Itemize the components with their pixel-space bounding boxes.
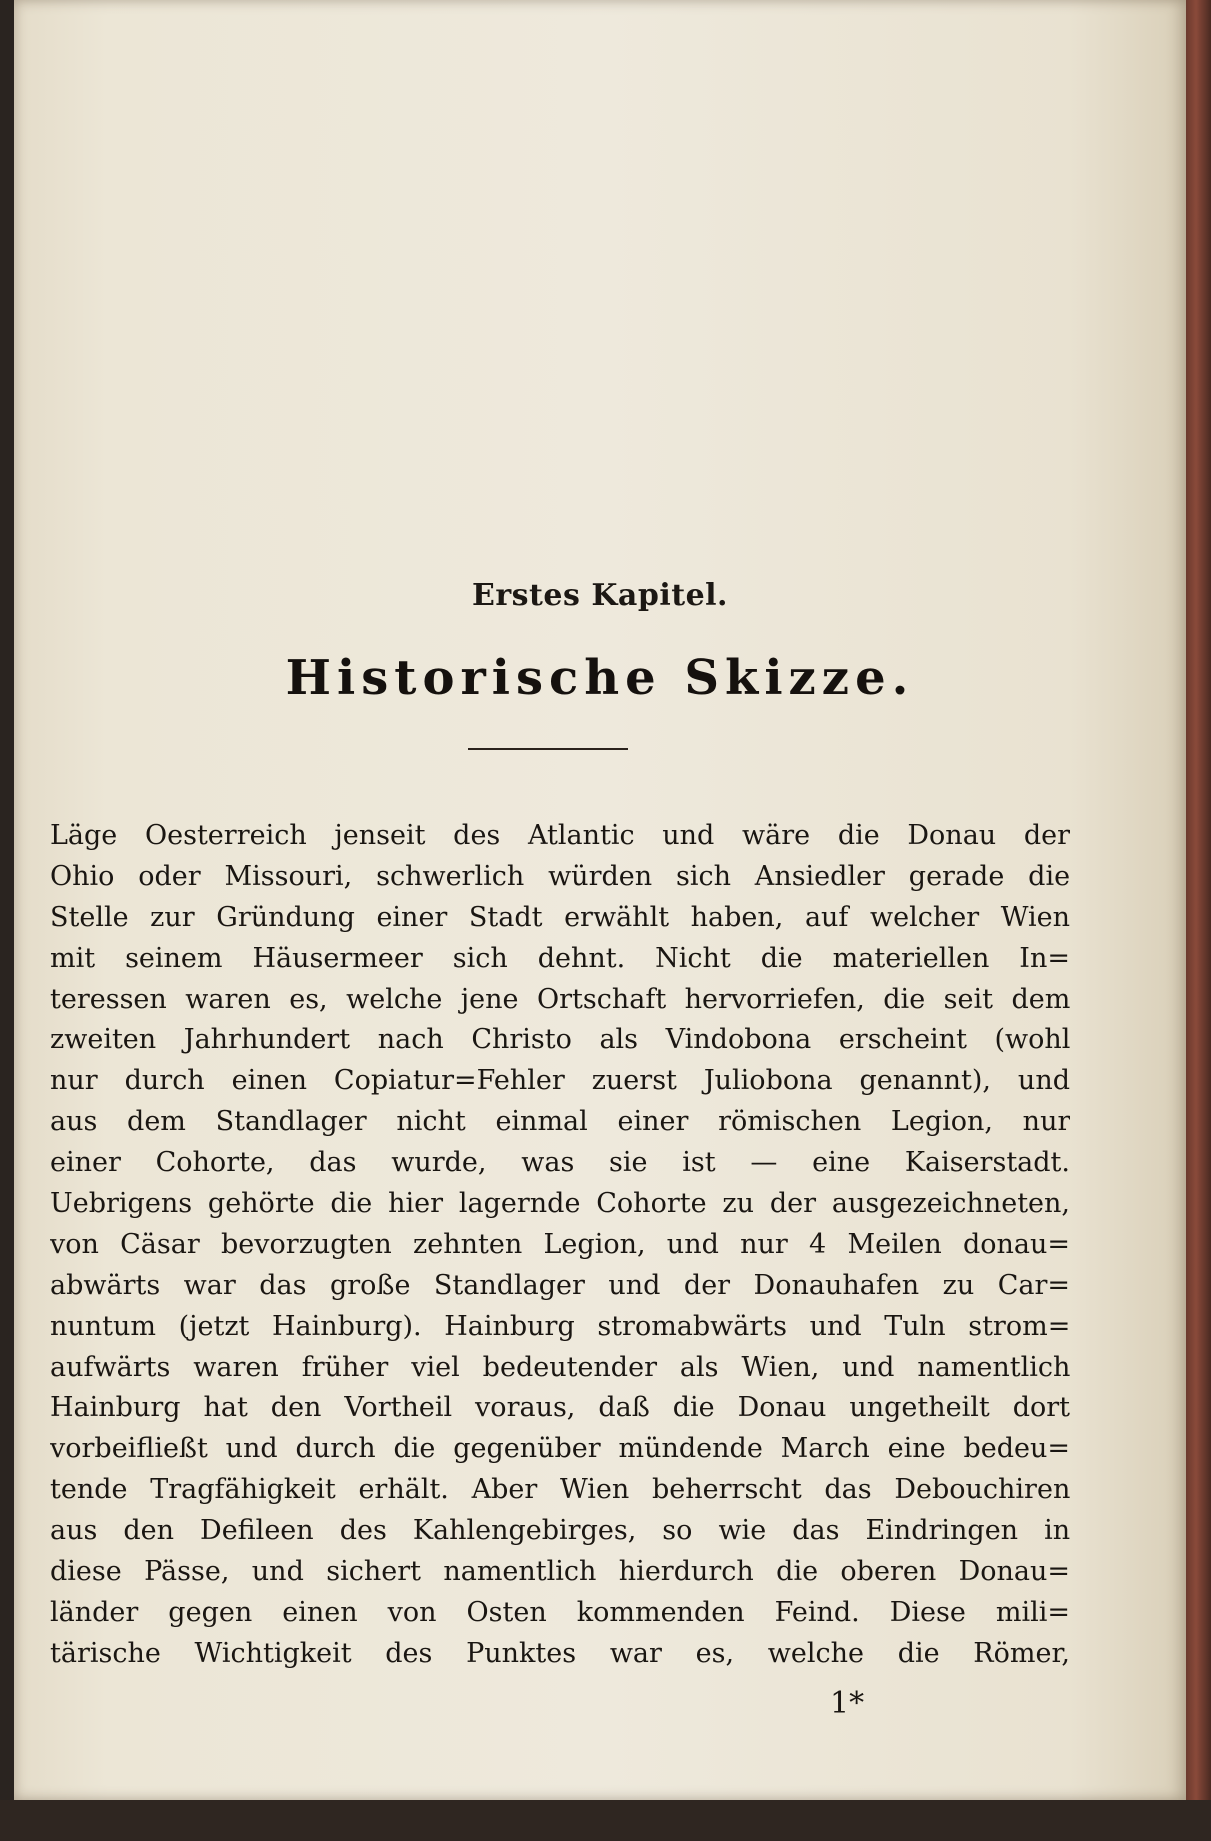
text-line: tärische Wichtigkeit des Punktes war es, welche die Römer, bbox=[50, 1637, 1070, 1669]
text-line: aus dem Standlager nicht einmal einer römischen Legion, nur bbox=[50, 1106, 1070, 1138]
page-title: Historische Skizze. bbox=[285, 650, 915, 706]
chapter-heading: Erstes Kapitel. bbox=[471, 578, 728, 613]
book-edge bbox=[1186, 0, 1211, 1841]
text-line: diese Pässe, und sichert namentlich hierdurch die oberen Donau= bbox=[50, 1556, 1070, 1588]
text-line: Hainburg hat den Vortheil voraus, daß die Donau ungetheilt dort bbox=[50, 1392, 1070, 1424]
text-line: Läge Oesterreich jenseit des Atlantic und wäre die Donau der bbox=[50, 820, 1070, 851]
text-line: aus den Defileen des Kahlengebirges, so wie das Eindringen in bbox=[50, 1515, 1070, 1547]
text-line: vorbeifließt und durch die gegenüber mündende March eine bedeu= bbox=[50, 1433, 1070, 1465]
text-line: aufwärts waren früher viel bedeutender als Wien, und namentlich bbox=[50, 1351, 1070, 1383]
text-line: Stelle zur Gründung einer Stadt erwählt haben, auf welcher Wien bbox=[50, 901, 1070, 933]
text-line: mit seinem Häusermeer sich dehnt. Nicht die materiellen In= bbox=[50, 942, 1070, 974]
text-line: Ohio oder Missouri, schwerlich würden sich Ansiedler gerade die bbox=[50, 860, 1070, 892]
title-divider bbox=[468, 748, 628, 750]
paper-sheet bbox=[14, 0, 1186, 1800]
body-text bbox=[50, 816, 1070, 1675]
show-through-text bbox=[54, 120, 1034, 820]
text-line: Uebrigens gehörte die hier lagernde Cohorte zu der ausgezeichneten, bbox=[50, 1188, 1070, 1220]
scan-border bbox=[0, 1800, 1211, 1841]
text-line: länder gegen einen von Osten kommenden Feind. Diese mili= bbox=[50, 1596, 1070, 1628]
text-line: nur durch einen Copiatur=Fehler zuerst Juliobona genannt), und bbox=[50, 1065, 1070, 1097]
text-line: zweiten Jahrhundert nach Christo als Vindobona erscheint (wohl bbox=[50, 1024, 1070, 1056]
text-line: nuntum (jetzt Hainburg). Hainburg stromabwärts und Tuln strom= bbox=[50, 1310, 1070, 1342]
text-line: von Cäsar bevorzugten zehnten Legion, und nur 4 Meilen donau= bbox=[50, 1228, 1070, 1260]
text-line: teressen waren es, welche jene Ortschaft hervorriefen, die seit dem bbox=[50, 983, 1070, 1015]
text-line: einer Cohorte, das wurde, was sie ist — eine Kaiserstadt. bbox=[50, 1147, 1070, 1179]
text-line: tende Tragfähigkeit erhält. Aber Wien beherrscht das Debouchiren bbox=[50, 1474, 1070, 1506]
text-line: abwärts war das große Standlager und der Donauhafen zu Car= bbox=[50, 1269, 1070, 1301]
page-number: 1* bbox=[830, 1686, 865, 1721]
